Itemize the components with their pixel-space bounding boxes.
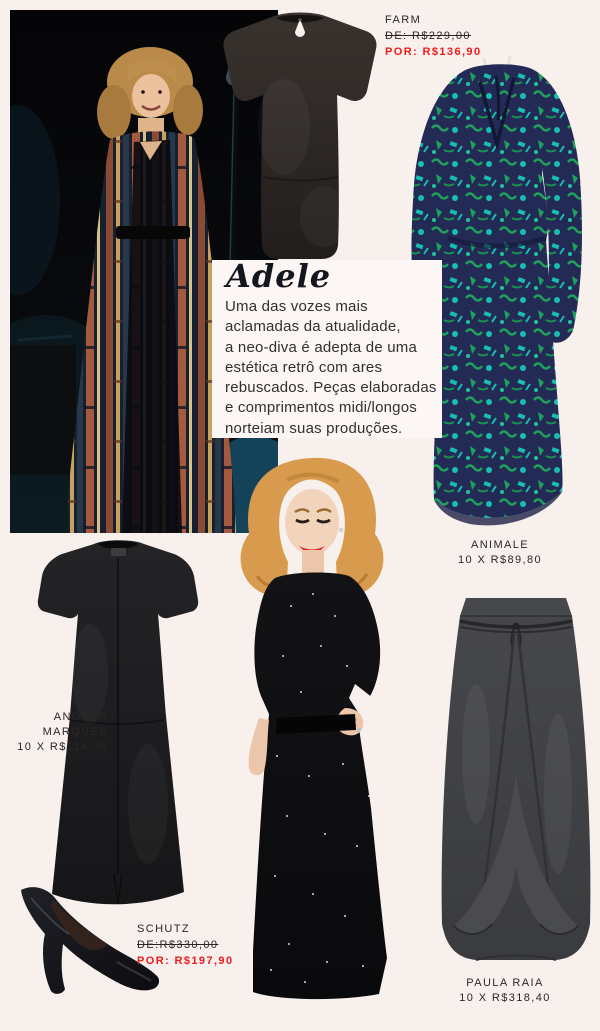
description-line: e comprimentos midi/longos <box>225 399 417 417</box>
farm-top-image <box>214 7 386 263</box>
sale-price: POR: R$136,90 <box>385 46 482 58</box>
product-info-paula-raia[interactable] <box>430 976 580 1006</box>
description-line: a neo-diva é adepta de uma <box>225 338 418 356</box>
product-paula-raia[interactable] <box>436 594 596 966</box>
old-price: DE:R$330,00 <box>137 939 219 951</box>
brand-name: SCHUTZ <box>137 923 191 935</box>
installments: 10 X R$114,30 <box>17 741 108 753</box>
product-info-schutz[interactable] <box>137 921 233 969</box>
paula-skirt-image <box>436 594 596 966</box>
product-info-farm[interactable] <box>385 12 481 60</box>
description-line: Uma das vozes mais <box>225 298 368 315</box>
brand-name: ANDREA MARQUES <box>42 711 108 738</box>
product-info-animale[interactable] <box>425 538 575 568</box>
description-line: aclamadas da atualidade, <box>225 318 401 336</box>
brand-name: ANIMALE <box>470 539 530 551</box>
description-line: estética retrô com ares <box>225 358 383 376</box>
old-price: DE: R$229,00 <box>385 30 471 42</box>
product-info-andrea-marques[interactable] <box>2 710 108 755</box>
installments: 10 X R$89,80 <box>457 554 543 566</box>
description-line: norteiam suas produções. <box>225 419 403 437</box>
editorial-description <box>225 297 440 439</box>
sale-price: POR: R$197,90 <box>137 955 234 967</box>
page-title: Adele <box>226 257 332 295</box>
description-line: rebuscados. Peças elaboradas <box>225 379 437 397</box>
brand-name: FARM <box>385 14 422 26</box>
product-farm[interactable] <box>214 7 386 263</box>
brand-name: PAULA RAIA <box>466 977 544 989</box>
adele-gown-photo <box>217 446 407 1002</box>
installments: 10 X R$318,40 <box>459 992 551 1004</box>
